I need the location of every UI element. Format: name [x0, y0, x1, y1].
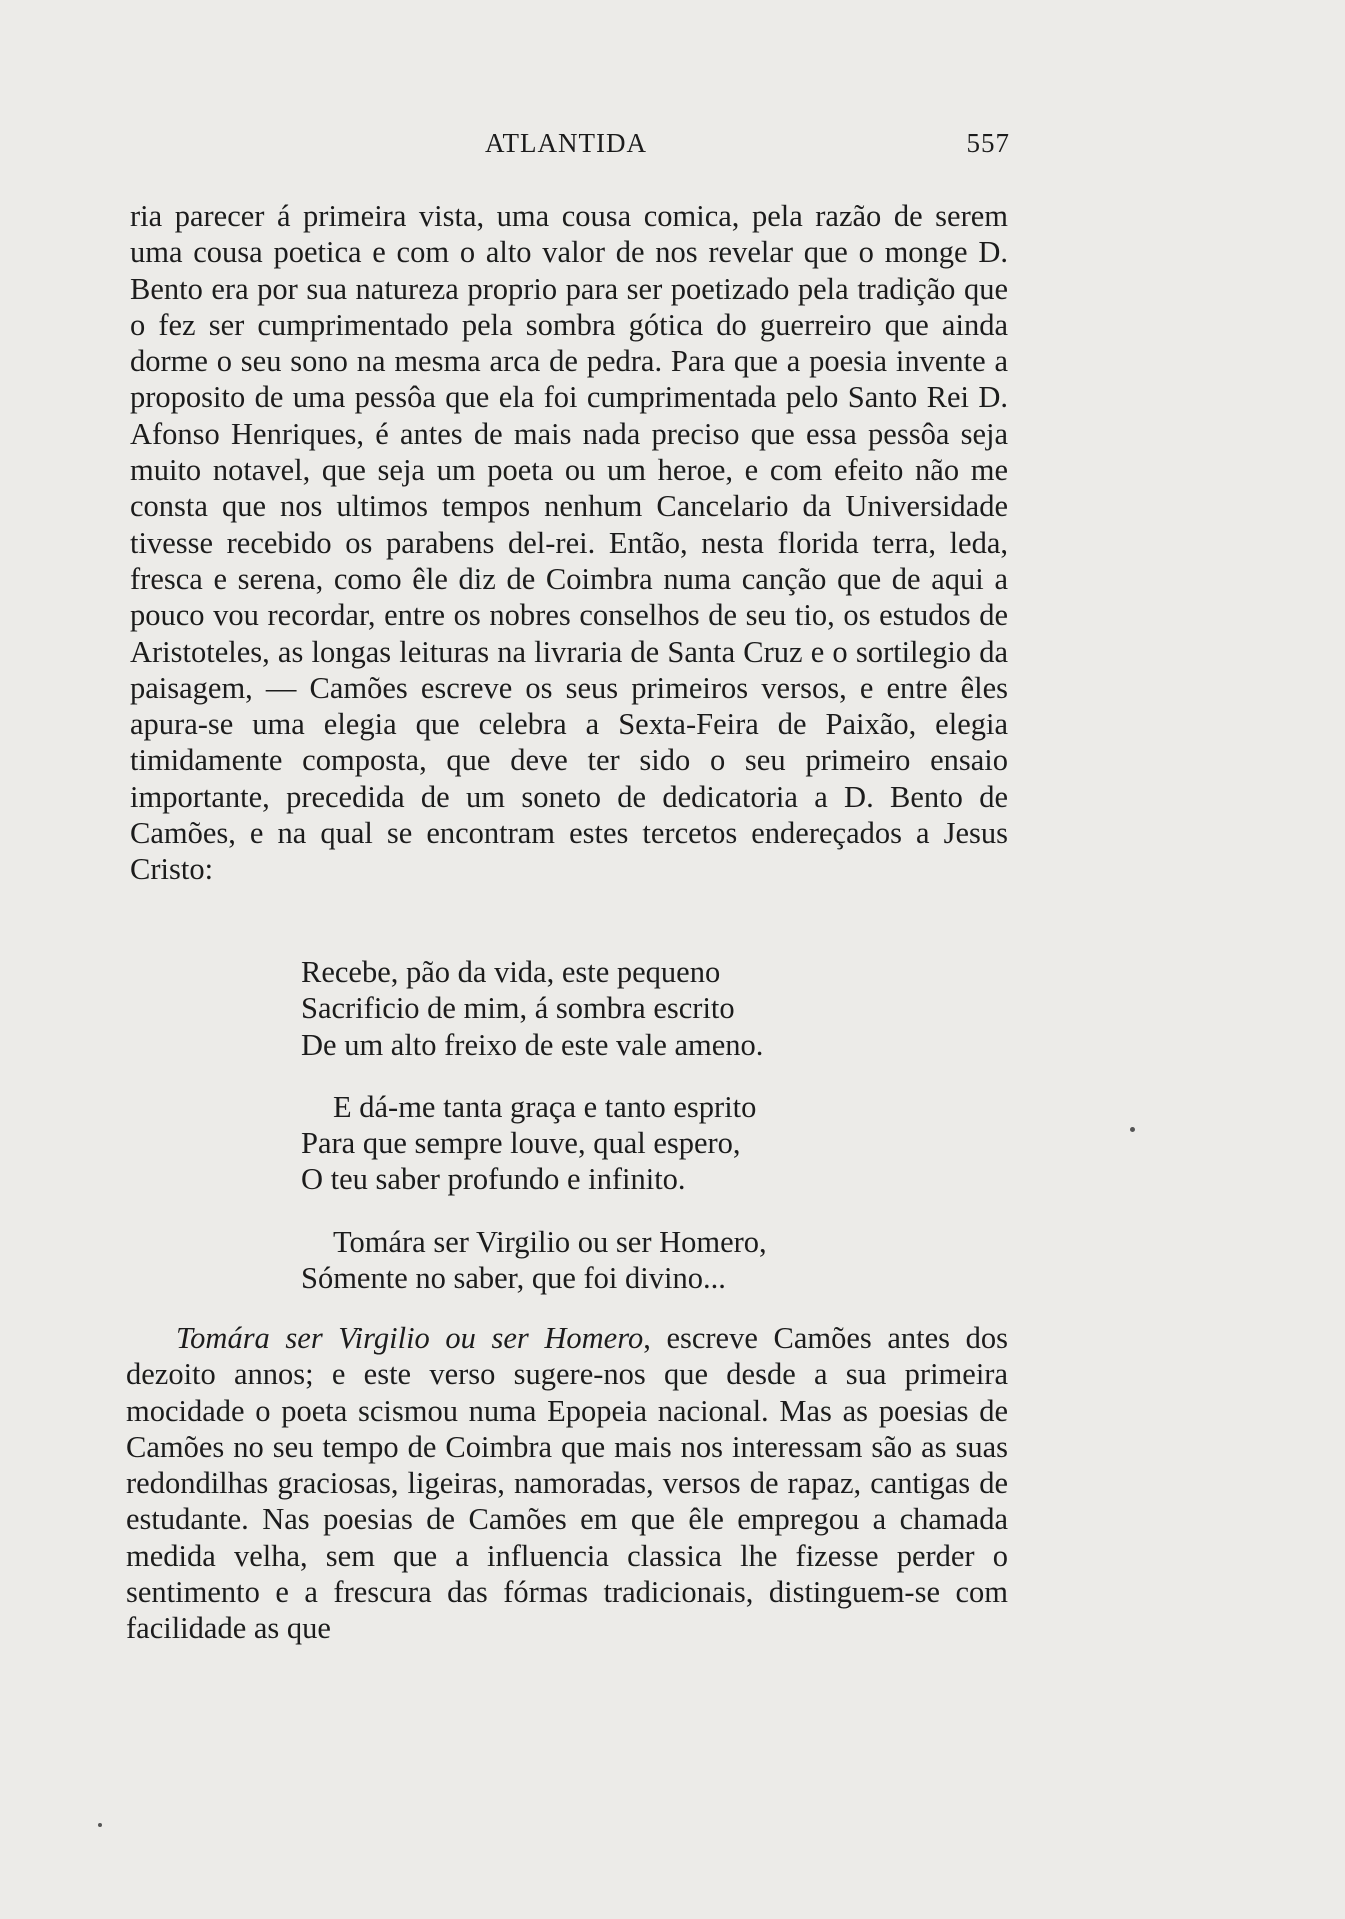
- quoted-verse: Tomára ser Virgilio ou ser Homero: [176, 1321, 644, 1355]
- paper-speck: [1130, 1127, 1135, 1132]
- body-paragraph-2: [126, 1320, 1008, 1647]
- poem-tercets: [301, 954, 767, 1322]
- poem-line: De um alto freixo de este vale ameno.: [301, 1027, 764, 1062]
- poem-line: Para que sempre louve, qual espero,: [301, 1126, 741, 1161]
- paragraph-text: , escreve Camões antes dos dezoito annos; e este verso sugere-nos que desde a sua primeira mocidade o poeta scismou numa Epopeia nacional. Mas as poesias de Camões no seu tempo de Coimbra que mais nos interessam são as suas redondilhas graciosas, ligeiras, namoradas, versos de rapaz, cantigas de estudante. Nas poesias de Camões em que êle empregou a chamada medida velha, sem que a influencia classica lhe fizesse perder o sentimento e a frescura das fórmas tradicionais, distinguem-se com facilidade as que: [126, 1321, 1008, 1646]
- body-paragraph-1: ria parecer á primeira vista, uma cousa comica, pela razão de serem uma cousa poetica e com o alto valor de nos revelar que o monge D. Bento era por sua natureza proprio para ser poetizado pela tradição que o fez ser cumprimentado pela sombra gótica do guerreiro que ainda dorme o seu sono na mesma arca de pedra. Para que a poesia invente a proposito de uma pessôa que ela foi cumprimentada pelo Santo Rei D. Afonso Henriques, é antes de mais nada preciso que essa pessôa seja muito notavel, que seja um poeta ou um heroe, e com efeito não me consta que nos ultimos tempos nenhum Cancelario da Universidade tivesse recebido os parabens del-rei. Então, nesta florida terra, leda, fresca e serena, como êle diz de Coimbra numa canção que de aqui a pouco vou recordar, entre os nobres conselhos de seu tio, os estudos de Aristoteles, as longas leituras na livraria de Santa Cruz e o sortilegio da paisagem, — Camões escreve os seus primeiros versos, e entre êles apura-se uma elegia que celebra a Sexta-Feira de Paixão, elegia timidamente composta, que deve ter sido o seu primeiro ensaio importante, precedida de um soneto de dedicatoria a D. Bento de Camões, e na qual se encontram estes tercetos endereçados a Jesus Cristo:: [130, 199, 1008, 887]
- poem-stanza-3: [301, 1224, 767, 1297]
- poem-line: Recebe, pão da vida, este pequeno: [301, 955, 721, 989]
- poem-line: Tomára ser Virgilio ou ser Homero,: [333, 1224, 767, 1259]
- page-header: [130, 128, 1010, 168]
- poem-line: Sómente no saber, que foi divino...: [301, 1261, 726, 1296]
- page-number: 557: [966, 128, 1010, 158]
- poem-stanza-1: [301, 954, 767, 1063]
- poem-line: Sacrificio de mim, á sombra escrito: [301, 991, 735, 1026]
- paper-speck: [98, 1823, 102, 1827]
- poem-line: E dá-me tanta graça e tanto esprito: [333, 1089, 757, 1124]
- poem-stanza-2: [301, 1089, 767, 1198]
- poem-line: O teu saber profundo e infinito.: [301, 1162, 686, 1197]
- running-title: ATLANTIDA: [485, 128, 647, 158]
